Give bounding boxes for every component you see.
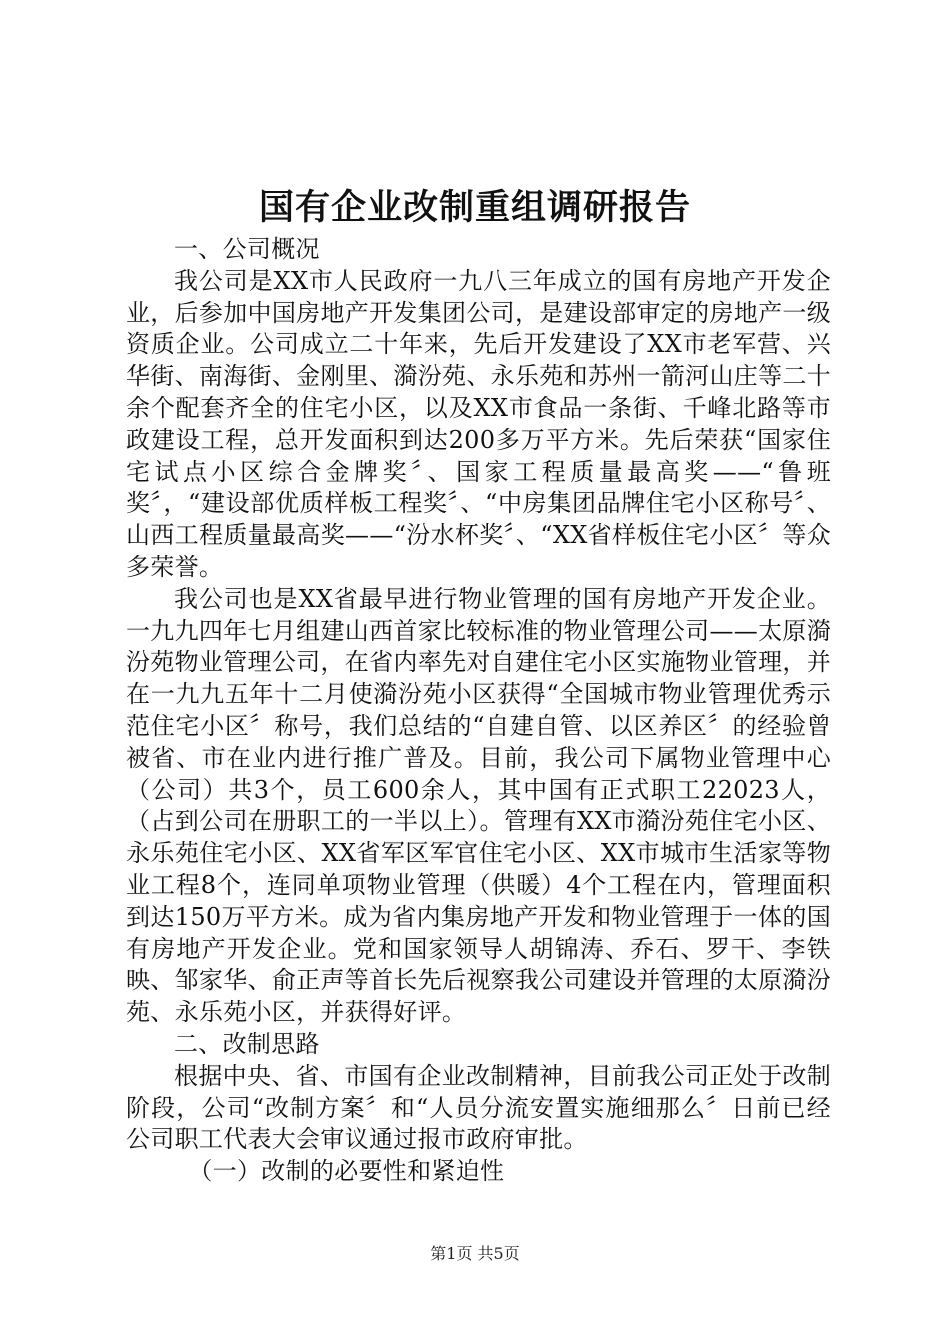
- document-title: 国有企业改制重组调研报告: [258, 187, 691, 228]
- subsection-heading: （一）改制的必要性和紧迫性: [188, 1157, 505, 1186]
- paragraph-property-management: 我公司也是XX省最早进行物业管理的国有房地产开发企业。一九九四年七月组建山西首家比较标准的物业管理公司——太原漪汾苑物业管理公司，在省内率先对自建住宅小区实施物业管理，并在一九九五年十二月使漪汾苑小区获得“全国城市物业管理优秀示范住宅小区〞称号，我们总结的“自建自管、以区养区〞的经验曾被省、市在业内进行推广普及。目前，我公司下属物业管理中心（公司）共3个，员工600余人，其中国有正式职工22023人，（占到公司在册职工的一半以上）。管理有XX市漪汾苑住宅小区、永乐苑住宅小区、XX省军区军官住宅小区、XX市城市生活家等物业工程8个，连同单项物业管理（供暖）4个工程在内，管理面积到达150万平方米。成为省内集房地产开发和物业管理于一体的国有房地产开发企业。党和国家领导人胡锦涛、乔石、罗干、李铁映、邹家华、俞正声等首长先后视察我公司建设并管理的太原漪汾苑、永乐苑小区，并获得好评。: [126, 584, 831, 1027]
- section-heading-overview: 一、公司概况: [174, 235, 320, 263]
- paragraph-restructuring-plan: 根据中央、省、市国有企业改制精神，目前我公司正处于改制阶段，公司“改制方案〞和“人员分流安置实施细那么〞日前已经公司职工代表大会审议通过报市政府审批。: [126, 1061, 831, 1154]
- document-body: [126, 234, 831, 1188]
- paragraph-company-intro: 我公司是XX市人民政府一九八三年成立的国有房地产开发企业，后参加中国房地产开发集团公司，是建设部审定的房地产一级资质企业。公司成立二十年来，先后开发建设了XX市老军营、兴华街、南海街、金刚里、漪汾苑、永乐苑和苏州一箭河山庄等二十余个配套齐全的住宅小区，以及XX市食品一条街、千峰北路等市政建设工程，总开发面积到达200多万平方米。先后荣获“国家住宅试点小区综合金牌奖〞、国家工程质量最高奖——“鲁班奖〞，“建设部优质样板工程奖〞、“中房集团品牌住宅小区称号〞、山西工程质量最高奖——“汾水杯奖〞、“XX省样板住宅小区〞等众多荣誉。: [126, 266, 831, 581]
- page-footer: 第1页 共5页: [430, 1244, 520, 1263]
- section-heading-restructuring: 二、改制思路: [174, 1029, 320, 1058]
